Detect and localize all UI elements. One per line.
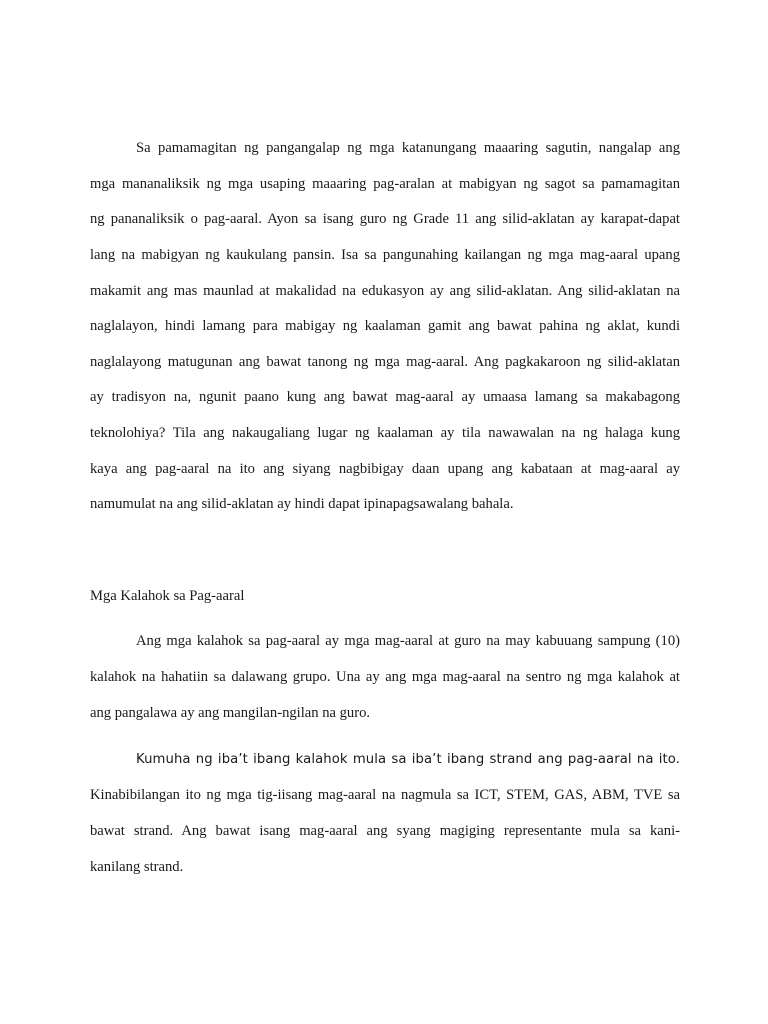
text-line: ng pananaliksik o pag-aaral. Ayon sa isang guro ng Grade 11 ang silid-aklatan ay karapat-dapat bbox=[90, 211, 680, 227]
text-line: teknolohiya? Tila ang nakaugaliang lugar ng kaalaman ay tila nawawalan na ng halaga kung bbox=[90, 425, 680, 441]
text-line: makamit ang mas maunlad at makalidad na edukasyon ay ang silid-aklatan. Ang silid-aklatan na bbox=[90, 283, 680, 299]
text-line: namumulat na ang silid-aklatan ay hindi dapat ipinapagsawalang bahala. bbox=[90, 496, 514, 512]
text-line: Kinabibilangan ito ng mga tig-iisang mag-aaral na nagmula sa ICT, STEM, GAS, ABM, TVE sa bbox=[90, 787, 680, 803]
text-line: naglalayong matugunan ang bawat tanong ng mga mag-aaral. Ang pagkakaroon ng silid-aklatan bbox=[90, 354, 680, 370]
text-line: ang pangalawa ay ang mangilan-ngilan na guro. bbox=[90, 705, 371, 721]
text-line: kaya ang pag-aaral na ito ang siyang nagbibigay daan upang ang kabataan at mag-aaral ay bbox=[90, 461, 680, 477]
text-line: Kumuha ng iba’t ibang kalahok mula sa iba’t ibang strand ang pag-aaral na ito. bbox=[136, 752, 680, 767]
text-line: naglalayon, hindi lamang para mabigay ng kaalaman gamit ang bawat pahina ng aklat, kundi bbox=[90, 318, 680, 334]
text-line: ay tradisyon na, ngunit paano kung ang bawat mag-aaral ay umaasa lamang sa makabagong bbox=[90, 389, 680, 405]
text-line: mga mananaliksik ng mga usaping maaaring pag-aralan at mabigyan ng sagot sa pamamagitan bbox=[90, 176, 680, 192]
text-line: Ang mga kalahok sa pag-aaral ay mga mag-aaral at guro na may kabuuang sampung (10) bbox=[136, 633, 680, 649]
text-line: kalahok na hahatiin sa dalawang grupo. Una ay ang mga mag-aaral na sentro ng mga kalahok at bbox=[90, 669, 680, 685]
text-line: kanilang strand. bbox=[90, 859, 184, 875]
text-line: Sa pamamagitan ng pangangalap ng mga katanungang maaaring sagutin, nangalap ang bbox=[136, 140, 680, 156]
text-line: lang na mabigyan ng kaukulang pansin. Isa sa pangunahing kailangan ng mga mag-aaral upang bbox=[90, 247, 680, 263]
section-heading: Mga Kalahok sa Pag-aaral bbox=[90, 588, 245, 604]
text-line: bawat strand. Ang bawat isang mag-aaral ang syang magiging representante mula sa kani- bbox=[90, 823, 680, 839]
